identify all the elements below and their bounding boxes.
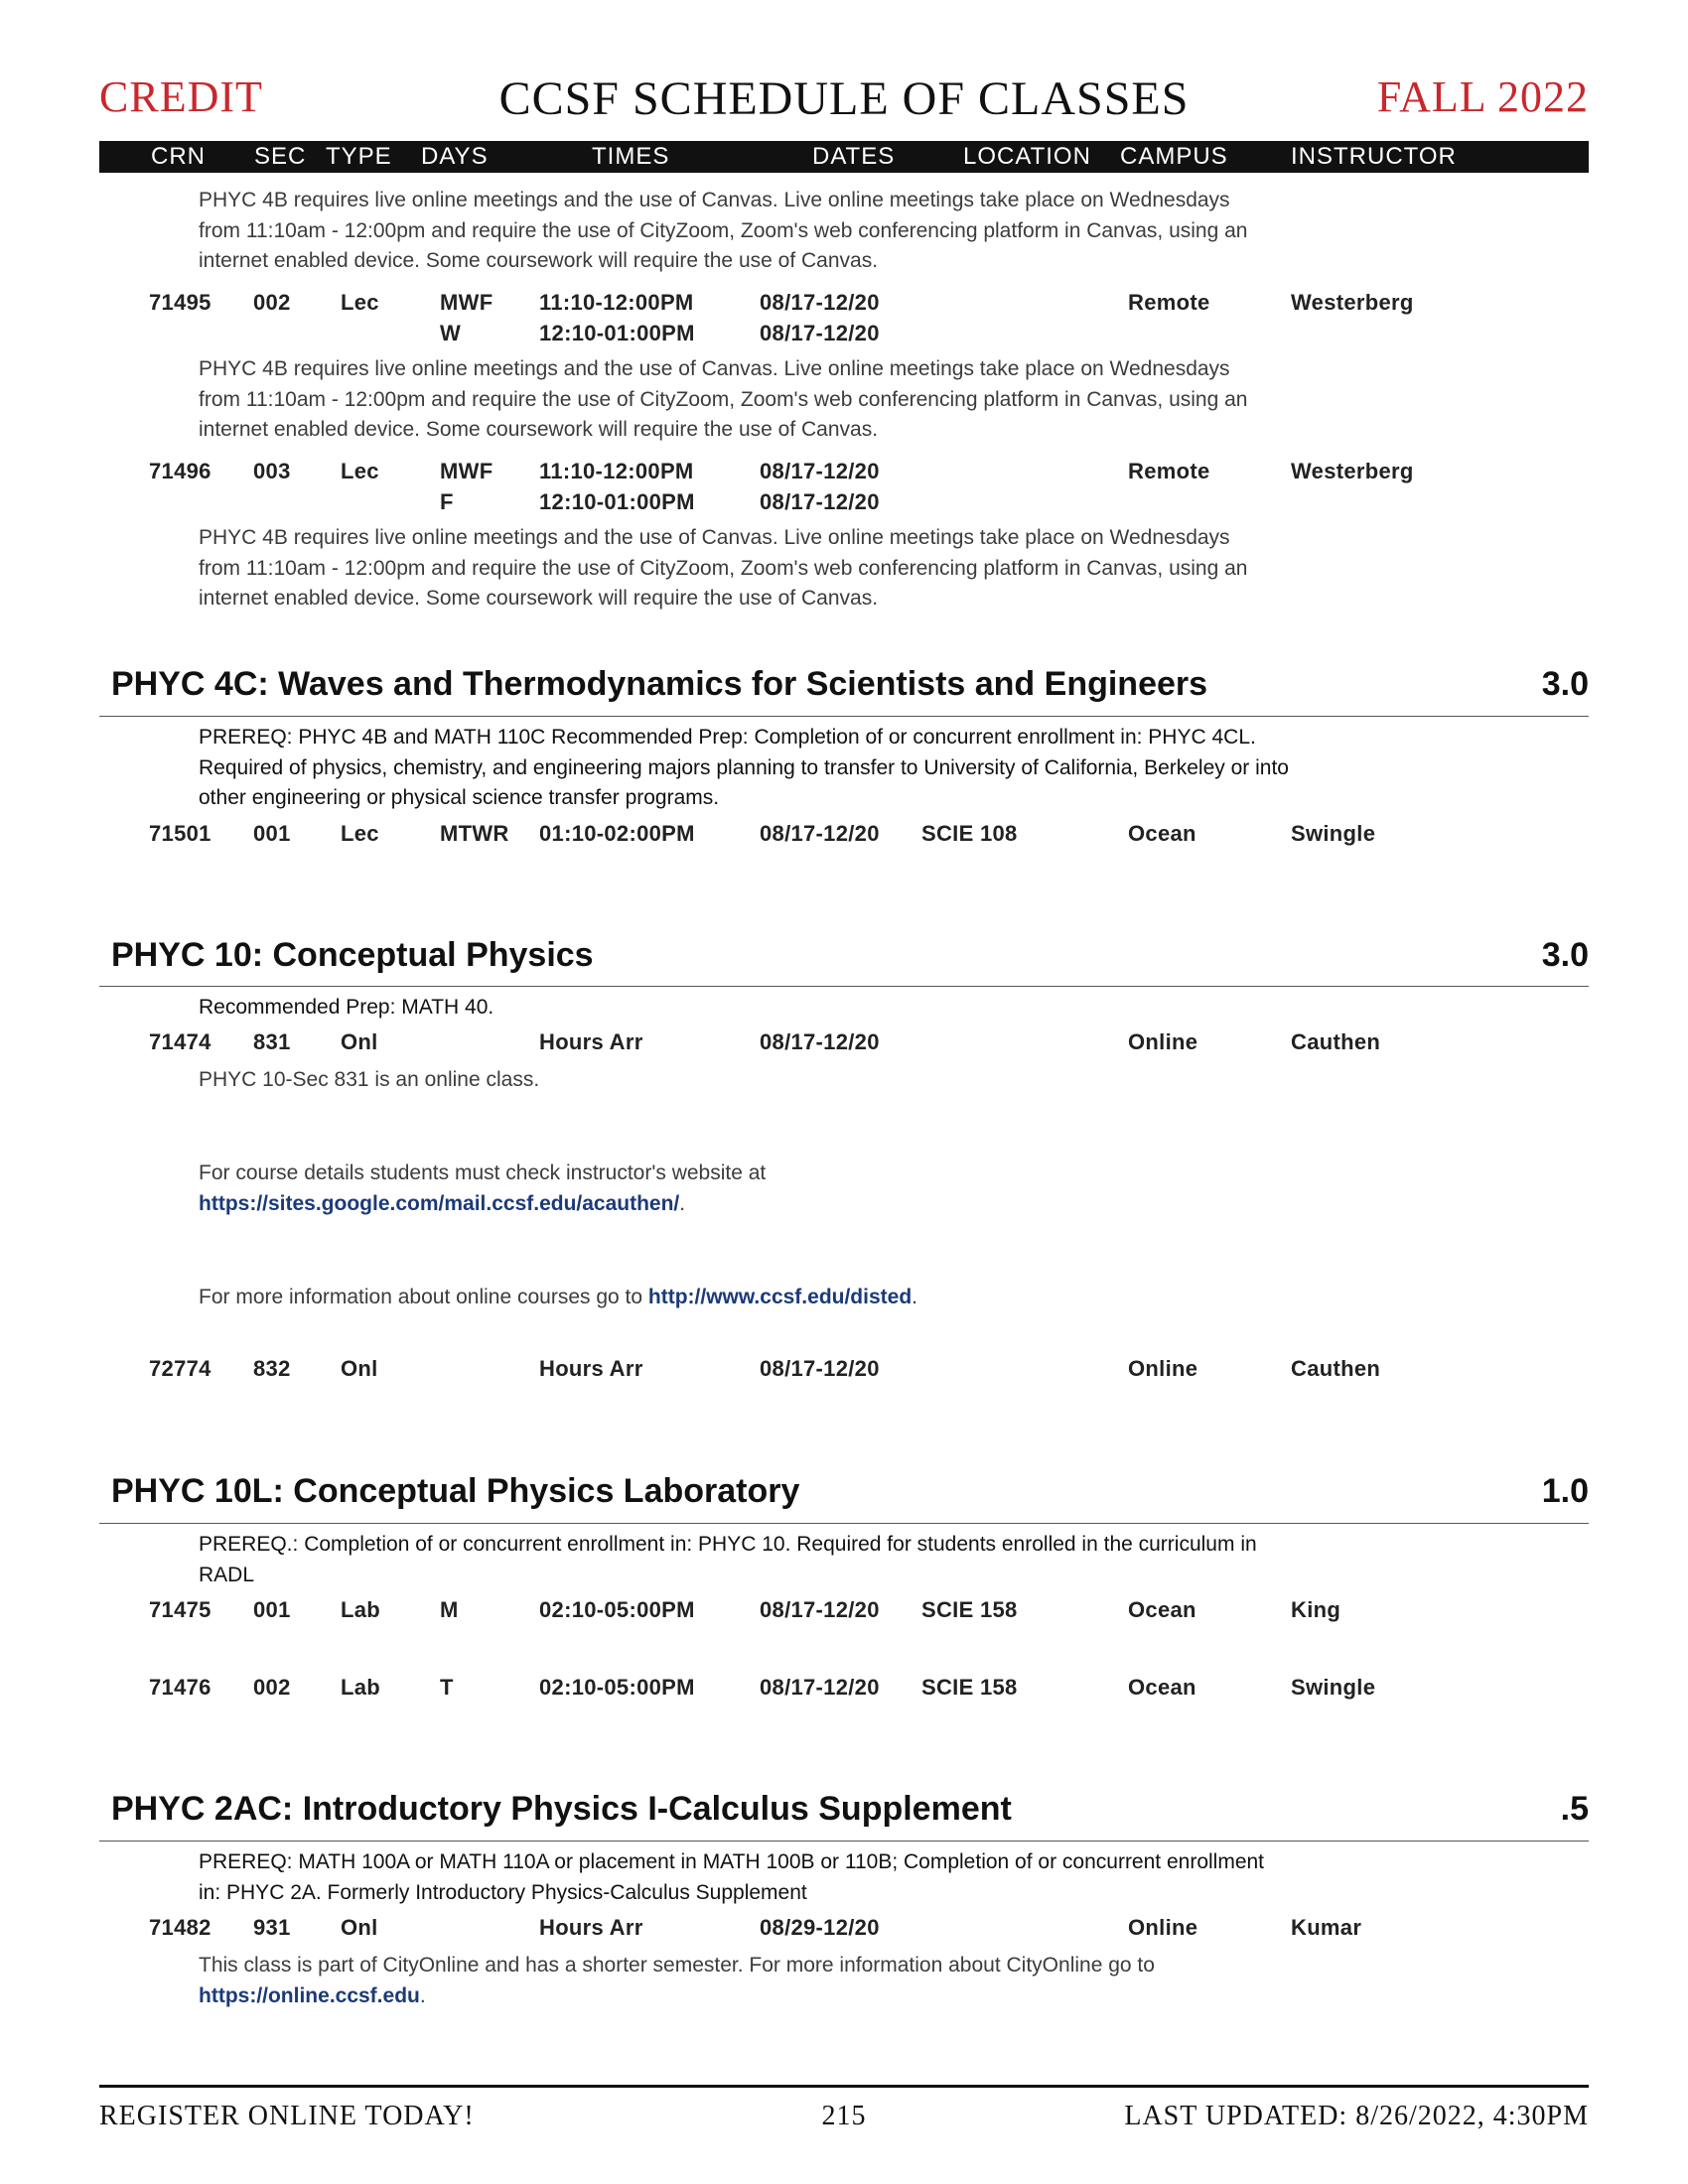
column-header-bar bbox=[99, 141, 1589, 173]
col-instructor: INSTRUCTOR bbox=[1291, 143, 1457, 170]
footer-rule bbox=[99, 2085, 1589, 2088]
days: M bbox=[440, 1597, 459, 1622]
times: 12:10-01:00PM bbox=[539, 321, 695, 345]
times: Hours Arr bbox=[539, 1029, 643, 1054]
times: 12:10-01:00PM bbox=[539, 489, 695, 514]
page-title: CCSF SCHEDULE OF CLASSES bbox=[498, 72, 1190, 125]
note-text: . bbox=[912, 1286, 917, 1308]
col-campus: CAMPUS bbox=[1120, 143, 1228, 170]
times: 02:10-05:00PM bbox=[539, 1675, 695, 1700]
divider bbox=[99, 716, 1589, 717]
online-courses-link[interactable]: http://www.ccsf.edu/disted bbox=[647, 1286, 913, 1308]
campus: Online bbox=[1128, 1029, 1198, 1054]
campus: Remote bbox=[1128, 290, 1210, 315]
class-type: Onl bbox=[341, 1915, 378, 1940]
col-location: LOCATION bbox=[963, 143, 1091, 170]
times: 01:10-02:00PM bbox=[539, 821, 695, 846]
divider bbox=[99, 1523, 1589, 1524]
course-units: .5 bbox=[1560, 1790, 1589, 1828]
instructor: Westerberg bbox=[1291, 459, 1414, 483]
col-crn: CRN bbox=[151, 143, 206, 170]
table-row bbox=[0, 1029, 1688, 1059]
prereq-text: Recommended Prep: MATH 40. bbox=[199, 996, 494, 1019]
crn: 71476 bbox=[149, 1675, 211, 1700]
times: Hours Arr bbox=[539, 1915, 643, 1940]
section-note bbox=[199, 1951, 1251, 2011]
campus: Ocean bbox=[1128, 1675, 1196, 1700]
campus: Online bbox=[1128, 1915, 1198, 1940]
note-text: For more information about online courses go to bbox=[199, 1286, 648, 1308]
dates: 08/17-12/20 bbox=[760, 1675, 880, 1700]
crn: 72774 bbox=[149, 1356, 211, 1381]
days: MWF bbox=[440, 290, 493, 315]
col-days: DAYS bbox=[421, 143, 489, 170]
campus: Ocean bbox=[1128, 1597, 1196, 1622]
last-updated: LAST UPDATED: 8/26/2022, 4:30PM bbox=[1124, 2101, 1589, 2131]
section-number: 002 bbox=[253, 1675, 291, 1700]
days: W bbox=[440, 321, 462, 345]
location: SCIE 108 bbox=[921, 821, 1018, 846]
cityonline-link[interactable]: https://online.ccsf.edu bbox=[199, 1983, 420, 2007]
instructor: Cauthen bbox=[1291, 1356, 1381, 1381]
times: 02:10-05:00PM bbox=[539, 1597, 695, 1622]
days: MTWR bbox=[440, 821, 509, 846]
section-number: 832 bbox=[253, 1356, 291, 1381]
times: 11:10-12:00PM bbox=[539, 459, 694, 483]
prereq-text: PREREQ: MATH 100A or MATH 110A or placement in MATH 100B or 110B; Completion of or concurrent enrollment in: PHYC 2A. Formerly Introductory Physics-Calculus Supplement bbox=[199, 1850, 1265, 1904]
days: T bbox=[440, 1675, 454, 1700]
page-number: 215 bbox=[821, 2101, 867, 2131]
divider bbox=[99, 986, 1589, 987]
instructor: King bbox=[1291, 1597, 1341, 1622]
crn: 71475 bbox=[149, 1597, 211, 1622]
section-number: 831 bbox=[253, 1029, 291, 1054]
table-row bbox=[0, 1597, 1688, 1627]
dates: 08/17-12/20 bbox=[760, 821, 880, 846]
table-row bbox=[0, 1675, 1688, 1705]
crn: 71474 bbox=[149, 1029, 211, 1054]
note-text: This class is part of CityOnline and has a shorter semester. For more information about CityOnline go to bbox=[199, 1954, 1155, 1977]
dates: 08/17-12/20 bbox=[760, 1356, 880, 1381]
crn: 71482 bbox=[149, 1915, 211, 1940]
instructor: Swingle bbox=[1291, 821, 1376, 846]
dates: 08/17-12/20 bbox=[760, 489, 880, 514]
course-units: 1.0 bbox=[1541, 1472, 1589, 1510]
instructor: Cauthen bbox=[1291, 1029, 1381, 1054]
dates: 08/29-12/20 bbox=[760, 1915, 880, 1940]
section-note: PHYC 10-Sec 831 is an online class. bbox=[199, 1068, 540, 1091]
location: SCIE 158 bbox=[921, 1597, 1018, 1622]
class-type: Lec bbox=[341, 459, 379, 483]
days: MWF bbox=[440, 459, 493, 483]
table-row bbox=[0, 1356, 1688, 1386]
section-note bbox=[199, 1159, 1251, 1219]
times: 11:10-12:00PM bbox=[539, 290, 694, 315]
times: Hours Arr bbox=[539, 1356, 643, 1381]
col-times: TIMES bbox=[592, 143, 670, 170]
instructor-website-link[interactable]: https://sites.google.com/mail.ccsf.edu/acauthen/ bbox=[199, 1191, 680, 1215]
class-type: Lab bbox=[341, 1597, 381, 1622]
dates: 08/17-12/20 bbox=[760, 1597, 880, 1622]
note-text: For course details students must check instructor's website at bbox=[199, 1161, 767, 1184]
days: F bbox=[440, 489, 454, 514]
dates: 08/17-12/20 bbox=[760, 459, 880, 483]
table-row bbox=[0, 1915, 1688, 1945]
dates: 08/17-12/20 bbox=[760, 1029, 880, 1054]
instructor: Westerberg bbox=[1291, 290, 1414, 315]
term-label: FALL 2022 bbox=[1376, 72, 1589, 121]
col-sec: SEC bbox=[254, 143, 307, 170]
course-units: 3.0 bbox=[1541, 665, 1589, 703]
instructor: Kumar bbox=[1291, 1915, 1362, 1940]
campus: Remote bbox=[1128, 459, 1210, 483]
register-online-text: REGISTER ONLINE TODAY! bbox=[99, 2101, 475, 2131]
section-note: PHYC 4B requires live online meetings and the use of Canvas. Live online meetings take place on Wednesdays from 11:10am - 12:00pm and require the use of CityZoom, Zoom's web conferencing platform in Canvas, using an internet enabled device. Some coursework will require the use of Canvas. bbox=[199, 189, 1248, 272]
note-text: . bbox=[419, 1983, 426, 2007]
class-type: Onl bbox=[341, 1356, 378, 1381]
credit-label: CREDIT bbox=[99, 72, 263, 121]
section-number: 002 bbox=[253, 290, 291, 315]
course-title: PHYC 2AC: Introductory Physics I-Calculus Supplement bbox=[111, 1790, 1012, 1828]
section-note: PHYC 4B requires live online meetings and the use of Canvas. Live online meetings take place on Wednesdays from 11:10am - 12:00pm and require the use of CityZoom, Zoom's web conferencing platform in Canvas, using an internet enabled device. Some coursework will require the use of Canvas. bbox=[199, 526, 1248, 610]
location: SCIE 158 bbox=[921, 1675, 1018, 1700]
campus: Ocean bbox=[1128, 821, 1196, 846]
class-type: Onl bbox=[341, 1029, 378, 1054]
table-row bbox=[0, 821, 1688, 851]
course-title: PHYC 4C: Waves and Thermodynamics for Scientists and Engineers bbox=[111, 665, 1208, 703]
col-type: TYPE bbox=[326, 143, 392, 170]
section-note: PHYC 4B requires live online meetings and the use of Canvas. Live online meetings take place on Wednesdays from 11:10am - 12:00pm and require the use of CityZoom, Zoom's web conferencing platform in Canvas, using an internet enabled device. Some coursework will require the use of Canvas. bbox=[199, 357, 1248, 441]
course-title: PHYC 10L: Conceptual Physics Laboratory bbox=[111, 1472, 800, 1510]
section-number: 001 bbox=[253, 821, 291, 846]
note-text: . bbox=[679, 1191, 686, 1215]
crn: 71501 bbox=[149, 821, 211, 846]
dates: 08/17-12/20 bbox=[760, 321, 880, 345]
course-title: PHYC 10: Conceptual Physics bbox=[111, 936, 594, 974]
class-type: Lec bbox=[341, 821, 379, 846]
prereq-text: PREREQ: PHYC 4B and MATH 110C Recommended Prep: Completion of or concurrent enrollment in: PHYC 4CL. Required of physics, chemistry, and engineering majors planning to transfer to University of California, Berkeley or into other engineering or physical science transfer programs. bbox=[199, 726, 1289, 809]
section-note bbox=[199, 1283, 1261, 1313]
prereq-text: PREREQ.: Completion of or concurrent enrollment in: PHYC 10. Required for students enrolled in the curriculum in RADL bbox=[199, 1533, 1257, 1586]
class-type: Lab bbox=[341, 1675, 381, 1700]
course-units: 3.0 bbox=[1541, 936, 1589, 974]
section-number: 001 bbox=[253, 1597, 291, 1622]
table-row bbox=[0, 459, 1688, 518]
dates: 08/17-12/20 bbox=[760, 290, 880, 315]
section-number: 931 bbox=[253, 1915, 291, 1940]
class-type: Lec bbox=[341, 290, 379, 315]
table-row bbox=[0, 290, 1688, 349]
crn: 71496 bbox=[149, 459, 211, 483]
instructor: Swingle bbox=[1291, 1675, 1376, 1700]
col-dates: DATES bbox=[812, 143, 896, 170]
crn: 71495 bbox=[149, 290, 211, 315]
section-number: 003 bbox=[253, 459, 291, 483]
divider bbox=[99, 1841, 1589, 1842]
campus: Online bbox=[1128, 1356, 1198, 1381]
